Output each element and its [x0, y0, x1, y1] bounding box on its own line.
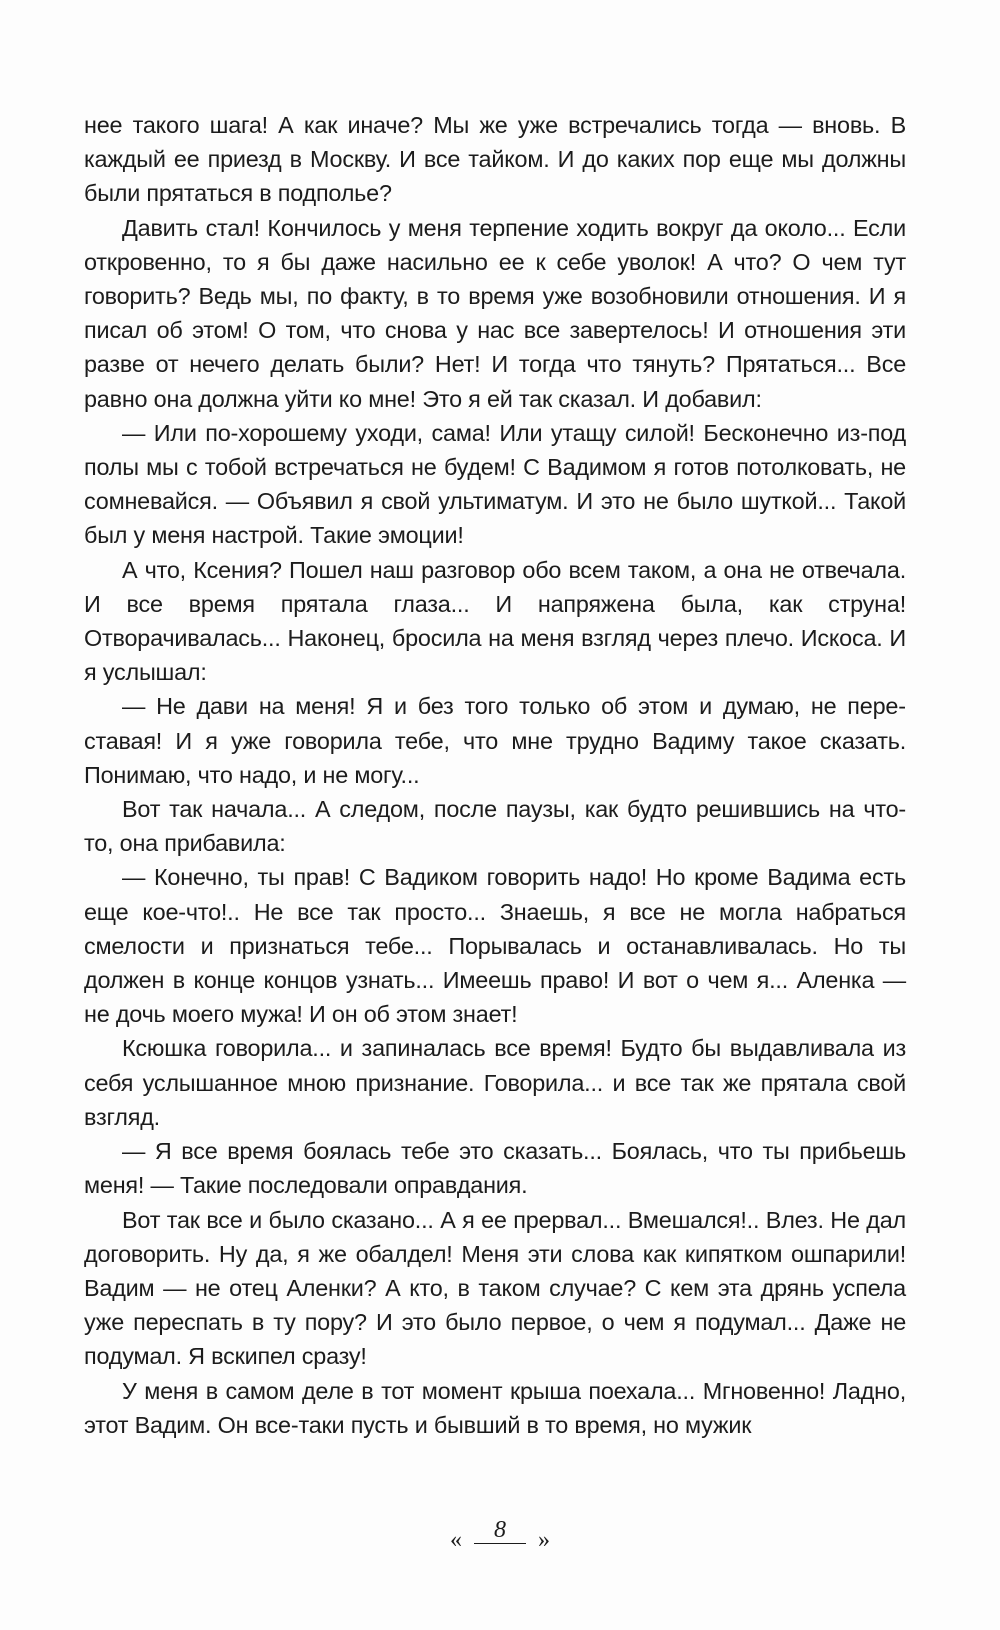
paragraph-8: Ксюшка говорила... и запиналась все время! Будто бы выдавливала из себя услышанное мною признание. Говорила... и все так же прятала свой взгляд.	[84, 1035, 906, 1130]
paragraph-4: А что, Ксения? Пошел наш разговор обо всем таком, а она не отвечала. И все время прятала глаза... И напряжена была, как струна! Отворачивалась... Наконец, бросила на меня взгляд через плечо. Искоса. И я услышал:	[84, 556, 906, 686]
page-number-value: 8	[474, 1517, 526, 1544]
paragraph-9: — Я все время боялась тебе это сказать... Боялась, что ты прибьешь меня! — Такие последовали оправдания.	[84, 1138, 906, 1199]
page-number	[0, 1517, 1000, 1554]
page-number-open-quote: «	[450, 1527, 462, 1553]
body-text	[84, 108, 906, 1442]
paragraph-2: Давить стал! Кончилось у меня терпение ходить вокруг да около... Если откровенно, то я бы даже насильно ее к себе уволок! А что? О чем тут говорить? Ведь мы, по факту, в то время уже возобновили отношения. И я писал об этом! О том, что снова у нас все завертелось! И отношения эти разве от нечего делать были? Нет! И тогда что тянуть? Прятаться... Все равно она должна уйти ко мне! Это я ей так сказал. И добавил:	[84, 214, 906, 412]
paragraph-1: нее такого шага! А как иначе? Мы же уже встречались тогда — вновь. В каждый ее приезд в Москву. И все тайком. И до каких пор еще мы должны были прятаться в подполье?	[84, 112, 906, 207]
paragraph-10: Вот так все и было сказано... А я ее прервал... Вмешался!.. Влез. Не дал договорить. Ну да, я же обалдел! Меня эти слова как кипятком ошпарили! Вадим — не отец Аленки? А кто, в таком случае? С кем эта дрянь успела уже переспать в ту пору? И это было первое, о чем я подумал... Даже не подумал. Я вскипел сразу!	[84, 1206, 906, 1370]
paragraph-11: У меня в самом деле в тот момент крыша поехала... Мгновенно! Ладно, этот Вадим. Он все-таки пусть и бывший в то время, но мужик	[84, 1377, 906, 1438]
paragraph-7: — Конечно, ты прав! С Вадиком говорить надо! Но кроме Вадима есть еще кое-что!.. Не все так просто... Знаешь, я все не могла набраться смелости и признаться тебе... Порывалась и останавливалась. Но ты должен в конце концов узнать... Имеешь право! И вот о чем я... Аленка — не дочь моего мужа! И он об этом знает!	[84, 864, 906, 1028]
page-number-close-quote: »	[538, 1527, 550, 1553]
paragraph-5: — Не дави на меня! Я и без того только об этом и думаю, не переставая! И я уже говорила тебе, что мне трудно Вадиму такое сказать. Понимаю, что надо, и не могу...	[84, 693, 906, 788]
paragraph-3: — Или по-хорошему уходи, сама! Или утащу силой! Бесконечно из-под полы мы с тобой встречаться не будем! С Вадимом я готов потолковать, не сомневайся. — Объявил я свой ультиматум. И это не было шуткой... Такой был у меня настрой. Такие эмоции!	[84, 419, 906, 549]
paragraph-6: Вот так начала... А следом, после паузы, как будто решившись на что-то, она прибавила:	[84, 796, 906, 857]
